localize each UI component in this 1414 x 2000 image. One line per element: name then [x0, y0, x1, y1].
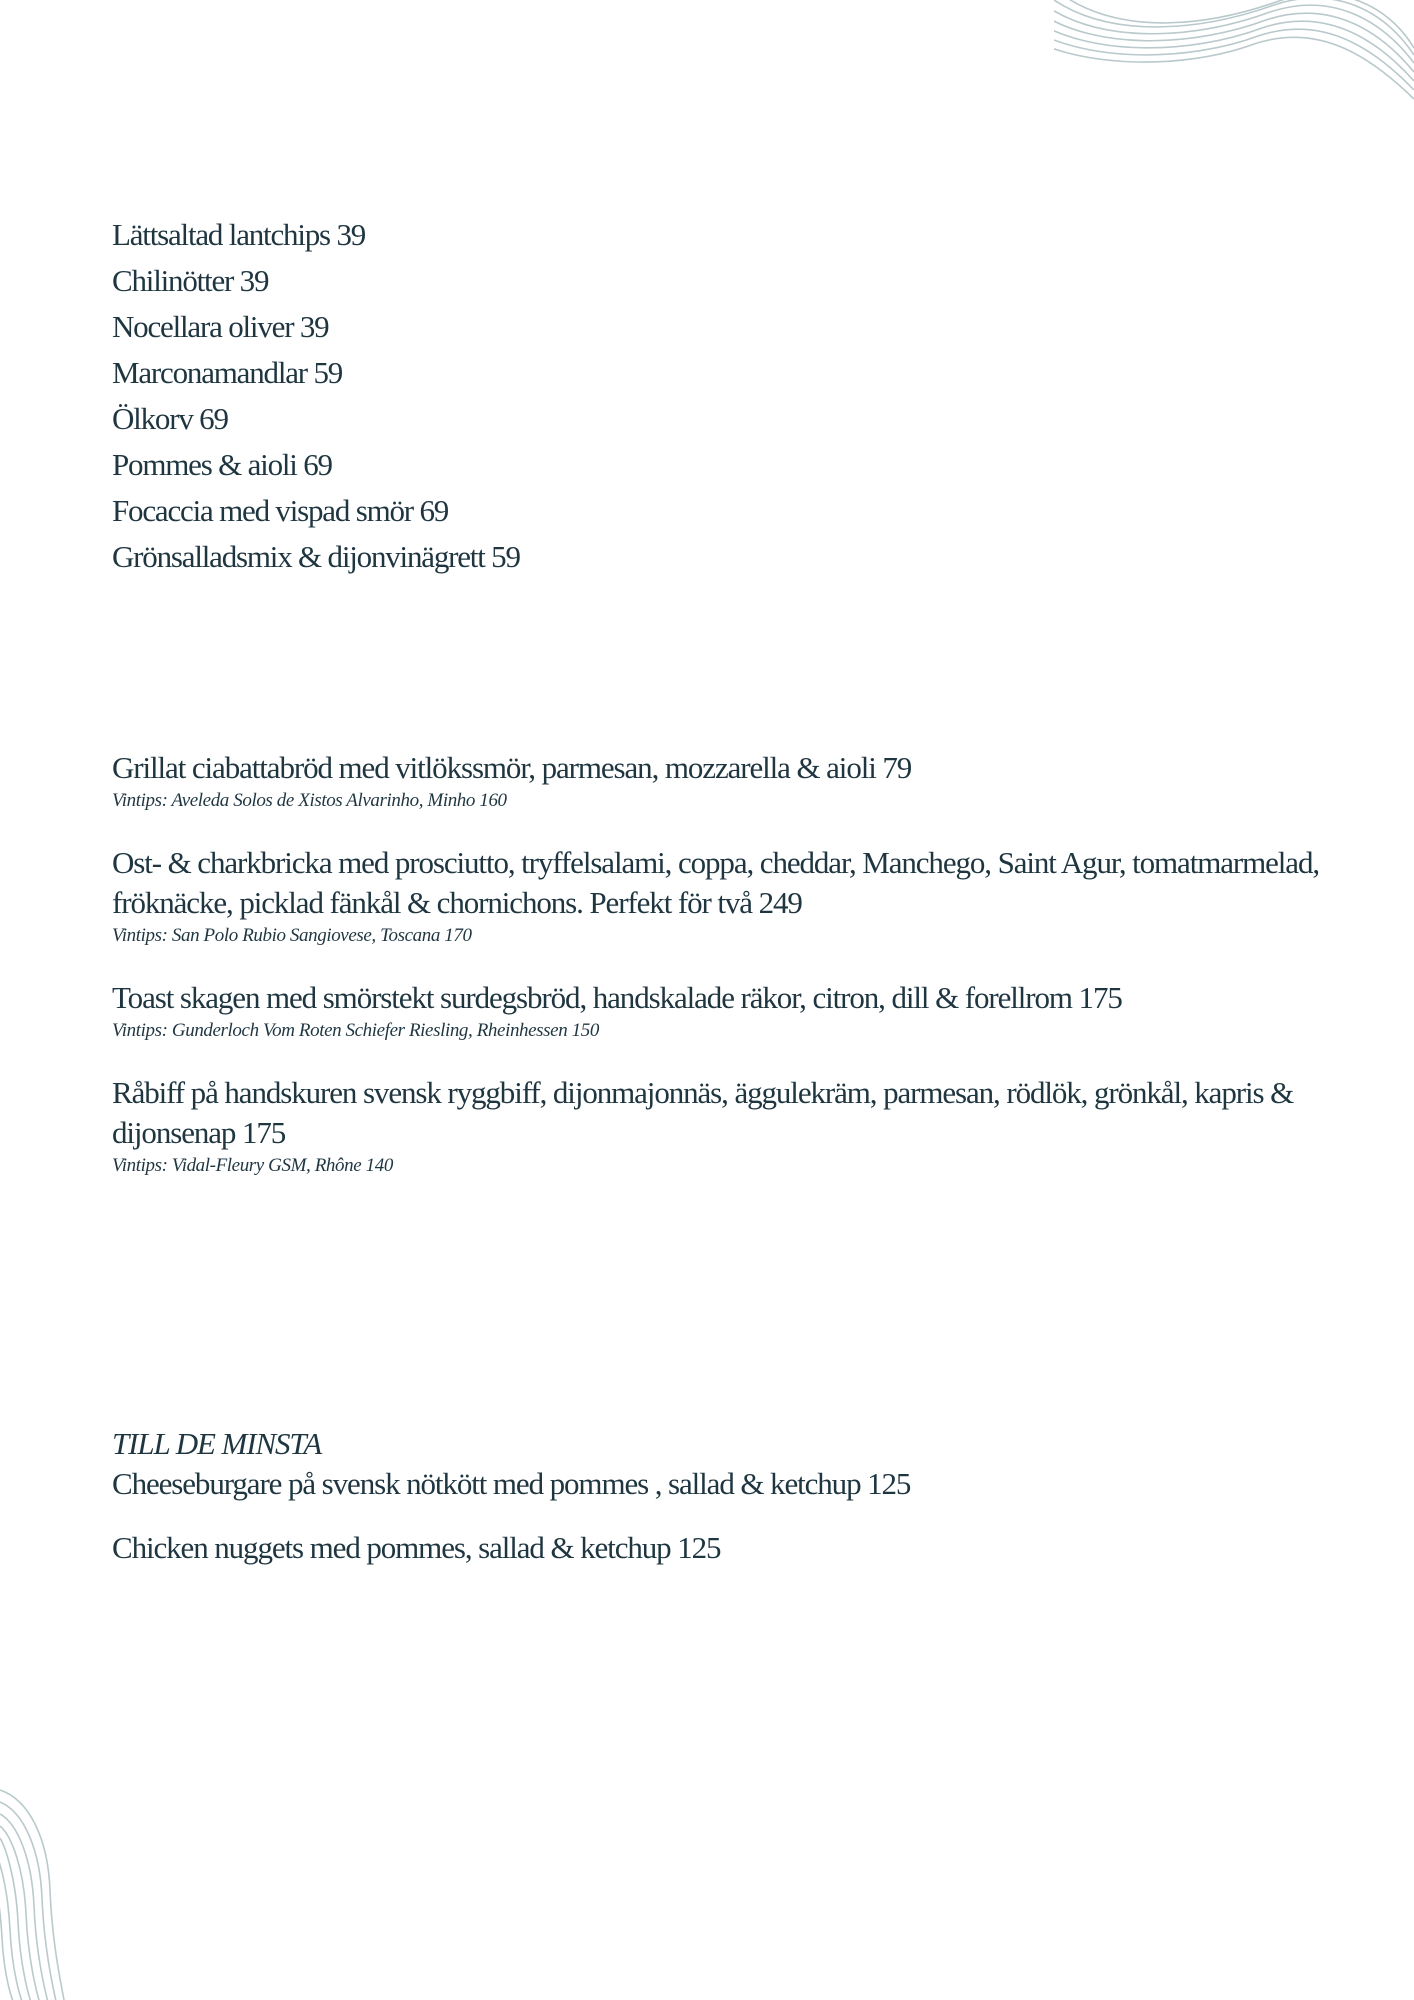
- dish-title: Råbiff på handskuren svensk ryggbiff, dijonmajonnäs, äggulekräm, parmesan, rödlök, grönkål, kapris & dijonsenap 175: [112, 1075, 1294, 1150]
- snack-item: Grönsalladsmix & dijonvinägrett 59: [112, 539, 520, 574]
- snack-item: Nocellara oliver 39: [112, 309, 329, 344]
- snack-item: Pommes & aioli 69: [112, 447, 332, 482]
- dish-title: Grillat ciabattabröd med vitlökssmör, parmesan, mozzarella & aioli 79: [112, 750, 912, 785]
- dish-item: [112, 843, 1322, 948]
- dish-title: Toast skagen med smörstekt surdegsbröd, handskalade räkor, citron, dill & forellrom 175: [112, 980, 1122, 1015]
- dish-item: [112, 978, 1322, 1043]
- wave-lines-decoration-top-right: [1054, 0, 1414, 100]
- dishes-section: [112, 748, 1322, 1208]
- wave-lines-decoration-bottom-left: [0, 1780, 90, 2000]
- snack-item: Lättsaltad lantchips 39: [112, 217, 366, 252]
- kids-heading: TILL DE MINSTA: [112, 1426, 322, 1461]
- snacks-list: [112, 212, 520, 580]
- dish-title: Ost- & charkbricka med prosciutto, tryffelsalami, coppa, cheddar, Manchego, Saint Agur, tomatmarmelad, fröknäcke, picklad fänkål & chornichons. Perfekt för två 249: [112, 845, 1320, 920]
- snack-item: Chilinötter 39: [112, 263, 269, 298]
- kids-section: [112, 1424, 910, 1592]
- wine-tip: Vintips: Gunderloch Vom Roten Schiefer Riesling, Rheinhessen 150: [112, 1020, 599, 1041]
- dish-item: [112, 1073, 1322, 1178]
- kids-menu-item: Cheeseburgare på svensk nötkött med pommes , sallad & ketchup 125: [112, 1466, 911, 1501]
- kids-menu-item: Chicken nuggets med pommes, sallad & ketchup 125: [112, 1530, 721, 1565]
- snack-item: Marconamandlar 59: [112, 355, 343, 390]
- wine-tip: Vintips: San Polo Rubio Sangiovese, Toscana 170: [112, 925, 472, 946]
- wine-tip: Vintips: Aveleda Solos de Xistos Alvarinho, Minho 160: [112, 790, 507, 811]
- wine-tip: Vintips: Vidal-Fleury GSM, Rhône 140: [112, 1155, 393, 1176]
- dish-item: [112, 748, 1322, 813]
- snack-item: Ölkorv 69: [112, 401, 228, 436]
- snack-item: Focaccia med vispad smör 69: [112, 493, 449, 528]
